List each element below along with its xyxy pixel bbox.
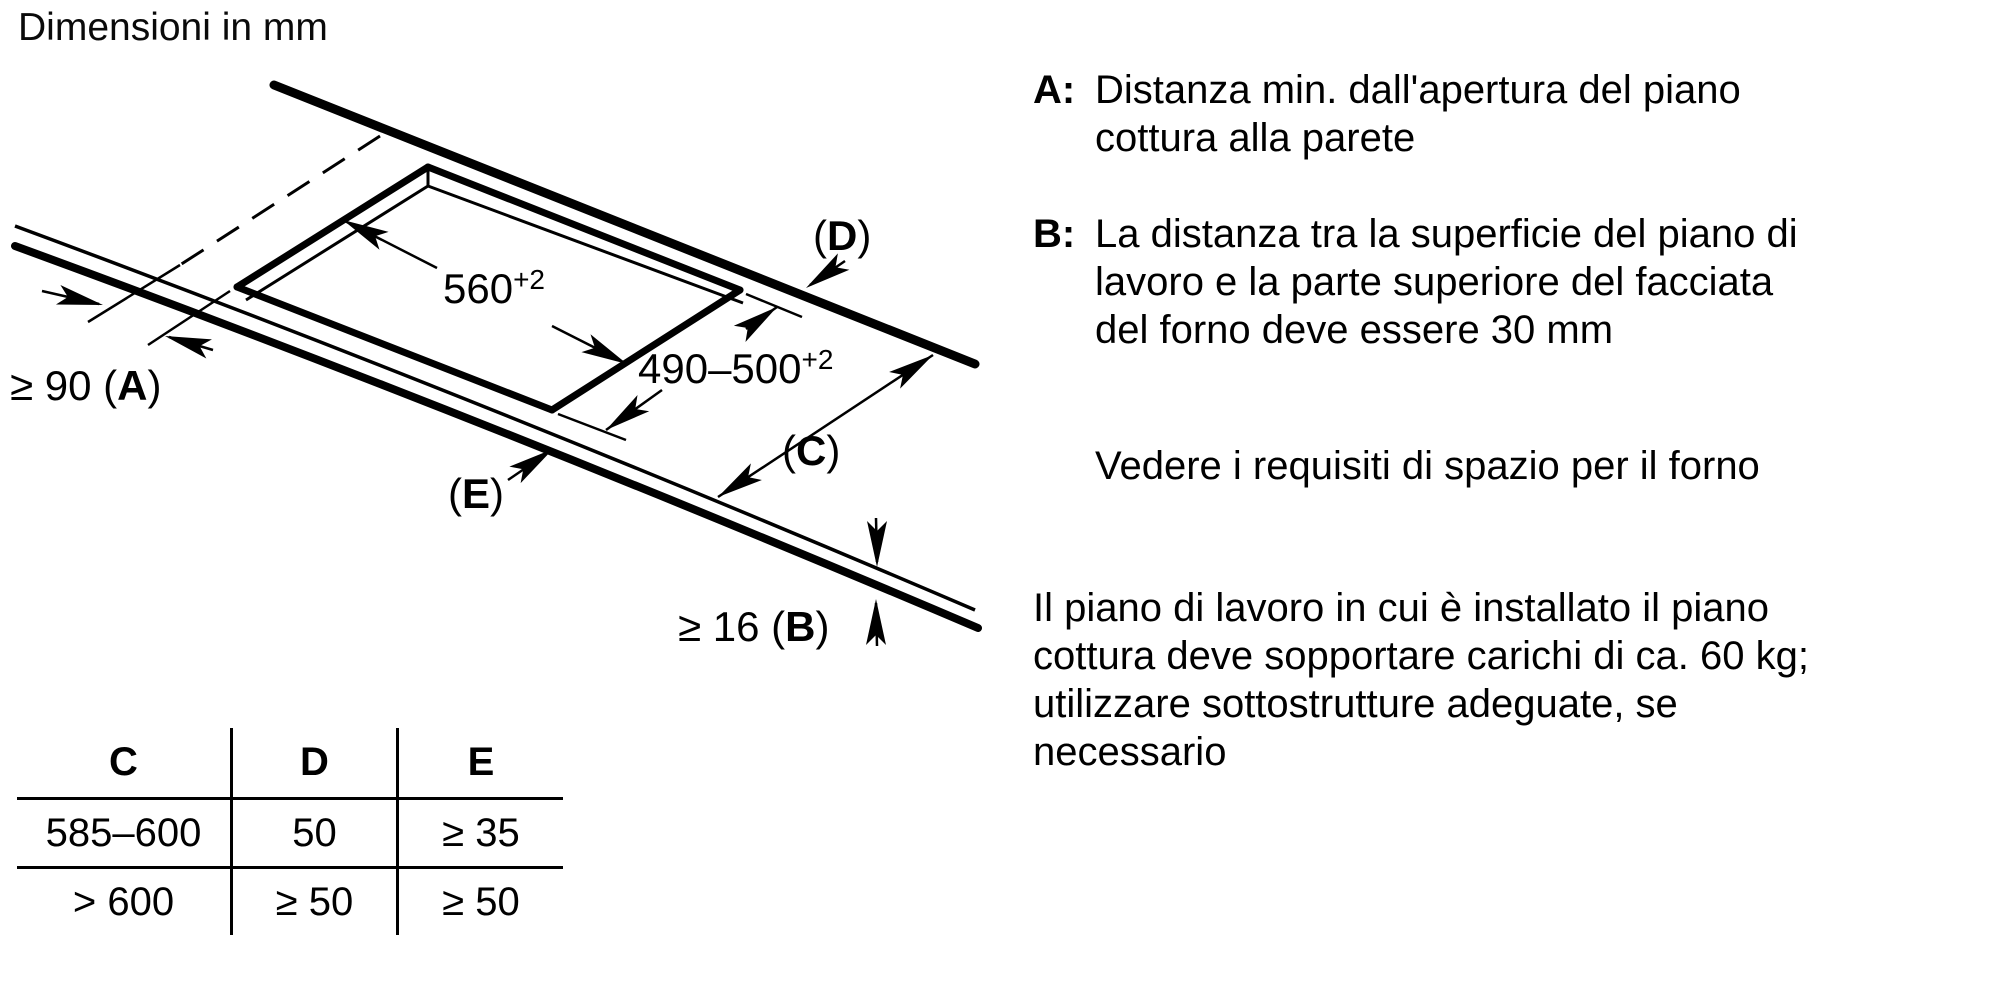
label-d <box>800 212 871 296</box>
oven-space-note <box>1033 442 1760 490</box>
legend-item-b <box>1033 210 1798 354</box>
table-header-e: E <box>396 728 563 797</box>
load-capacity-note <box>1033 584 1809 776</box>
dim-a <box>10 285 213 409</box>
label-c-text: (C) <box>782 427 841 474</box>
table-cell: > 600 <box>17 866 230 935</box>
load-note-line1: Il piano di lavoro in cui è installato il piano <box>1033 586 1769 630</box>
dimension-table <box>17 728 563 935</box>
oven-space-note-line: Vedere i requisiti di spazio per il forno <box>1095 444 1760 488</box>
dim-b-label: ≥ 16 (B) <box>678 603 830 650</box>
legend-b-line3: del forno deve essere 30 mm <box>1095 308 1614 352</box>
load-note-line3: utilizzare sottostrutture adeguate, se <box>1033 682 1678 726</box>
dim-490-500-label: $490-500^{+2}$ <box>638 344 834 392</box>
legend-b-line1: La distanza tra la superficie del piano di <box>1095 212 1798 256</box>
legend-label-b: B: <box>1033 212 1076 256</box>
label-e-text: (E) <box>448 470 505 517</box>
legend-a-line2: cottura alla parete <box>1095 116 1416 160</box>
label-d-text: (D) <box>813 212 872 259</box>
dim-490-500 <box>600 299 833 438</box>
dim-b <box>678 518 887 650</box>
table-cell: ≥ 50 <box>396 866 563 935</box>
table-cell: ≥ 50 <box>230 866 396 935</box>
table-cell: 50 <box>230 797 396 866</box>
legend-label-a: A: <box>1033 68 1076 112</box>
side-wall-dashed-line <box>88 136 380 322</box>
load-note-line4: necessario <box>1033 730 1227 774</box>
dim-560 <box>338 211 631 373</box>
dim-560-label: $560^{+2}$ <box>443 264 546 312</box>
page-title: Dimensioni in mm <box>18 6 328 49</box>
legend-a-line1: Distanza min. dall'apertura del piano <box>1095 68 1741 112</box>
table-header-c: C <box>109 740 138 784</box>
load-note-line2: cottura deve sopportare carichi di ca. 60 kg; <box>1033 634 1809 678</box>
dim-a-label: ≥ 90 (A) <box>10 362 162 409</box>
table-header-d: D <box>230 728 396 797</box>
legend-item-a <box>1033 66 1741 162</box>
table-cell: ≥ 35 <box>396 797 563 866</box>
table-cell: 585–600 <box>17 797 230 866</box>
legend-b-line2: lavoro e la parte superiore del facciata <box>1095 260 1774 304</box>
